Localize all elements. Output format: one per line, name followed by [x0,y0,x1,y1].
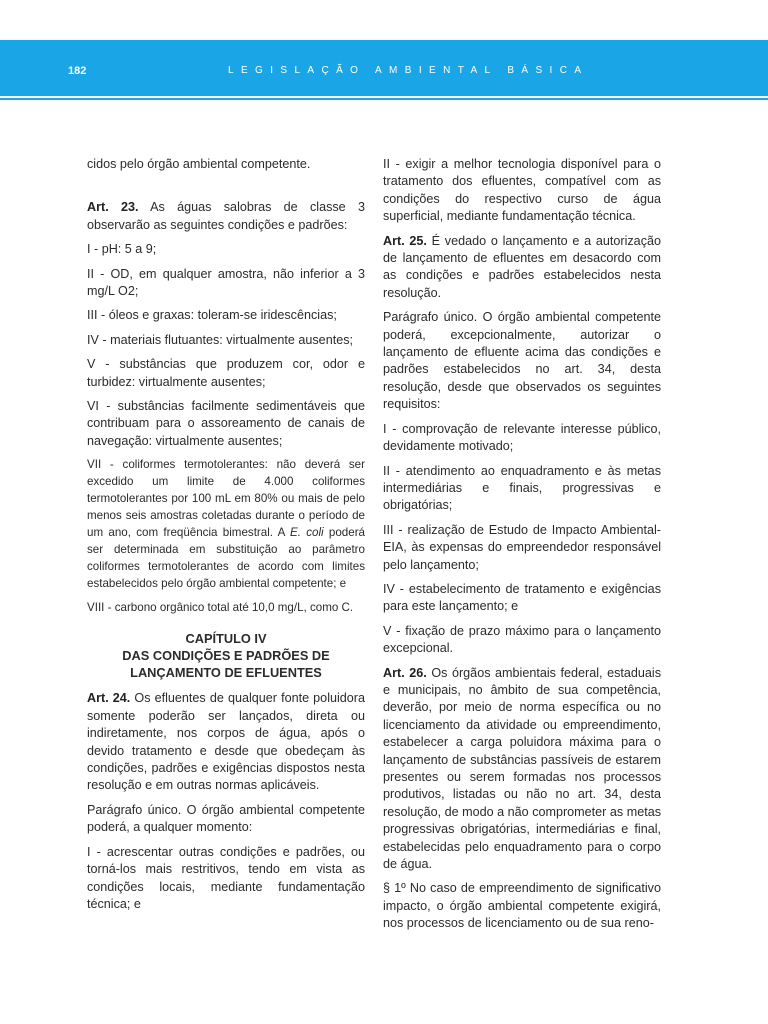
art-24-label: Art. 24. [87,691,131,706]
chapter-title-line-2: LANÇAMENTO DE EFLUENTES [130,665,322,681]
art-25-item-iv: IV - estabelecimento de tratamento e exigências para este lançamento; e [383,581,661,614]
art-25 [383,233,661,303]
art-23-item-v: V - substâncias que produzem cor, odor e turbidez: virtualmente ausentes; [87,357,365,389]
page-number: 182 [68,65,87,77]
chapter-title-line-1: DAS CONDIÇÕES E PADRÕES DE [122,648,330,664]
item-vii-text-end: poderá ser determinada em substituição ao parâmetro coliformes termotolerantes de acordo com limites estabelecidos pelo órgão ambiental competente; e [87,525,366,590]
art-24-text: Os efluentes de qualquer fonte poluidora somente poderão ser lançados, direta ou indiretamente, nos corpos de água, após o devido tratamento e desde que obedeçam às condições, padrões e exigências dispostos nesta resolução e em outras normas aplicáveis. [87,691,365,793]
art-23-item-vii [87,457,365,592]
chapter-number: CAPÍTULO IV [185,631,267,647]
item-vii-text-start: VII - coliformes termotolerantes: não deverá ser excedido um limite de 4.000 coliformes termotolerantes por 100 mL em 80% ou mais de pelo menos seis amostras coletadas durante o período de um ano, com freqüência bimestral. A [87,458,365,539]
art-23-item-i: I - pH: 5 a 9; [87,242,157,257]
intro-text: cidos pelo órgão ambiental competente. [87,157,311,171]
art-25-item-ii: II - atendimento ao enquadramento e às metas intermediárias e finais, progressivas e obrigatórias; [383,463,661,513]
chapter-heading [87,630,365,681]
art-23 [87,199,365,234]
art-25-paragraph: Parágrafo único. O órgão ambiental competente poderá, excepcionalmente, autorizar o lançamento de efluente acima das condições e padrões estabelecidos no art. 34, desta resolução, desde que observados os seguintes requisitos: [383,310,661,412]
art-26-paragraph-1: § 1º No caso de empreendimento de significativo impacto, o órgão ambiental competente exigirá, nos processos de licenciamento ou de sua reno- [383,881,661,931]
art-23-item-viii: VIII - carbono orgânico total até 10,0 mg/L, como C. [87,600,354,614]
header-top-rule [0,96,768,98]
running-title: LEGISLAÇÃO AMBIENTAL BÁSICA [228,65,589,76]
left-column [87,156,365,920]
right-column [383,156,661,940]
header-band [0,40,768,100]
art-26-label: Art. 26. [383,665,427,680]
art-23-item-vi: VI - substâncias facilmente sedimentáveis que contribuam para o assoreamento de canais de navegação: virtualmente ausentes; [87,399,365,448]
art-25-item-i: I - comprovação de relevante interesse público, devidamente motivado; [383,421,661,454]
art-24-paragraph: Parágrafo único. O órgão ambiental competente poderá, a qualquer momento: [87,802,365,835]
art-23-item-iii: III - óleos e graxas: toleram-se iridescências; [87,308,337,323]
art-25-item-iii: III - realização de Estudo de Impacto Ambiental-EIA, às expensas do empreendedor responsável pelo lançamento; [383,522,661,572]
art-24-item-ii: II - exigir a melhor tecnologia disponível para o tratamento dos efluentes, compatível com as condições do respectivo curso de água superficial, mediante fundamentação técnica. [383,157,661,224]
art-23-item-ii: II - OD, em qualquer amostra, não inferior a 3 mg/L O2; [87,266,365,299]
art-26 [383,665,661,874]
art-23-text: As águas salobras de classe 3 observarão as seguintes condições e padrões: [87,200,365,232]
art-25-text: É vedado o lançamento e a autorização de lançamento de efluentes em desacordo com as condições e padrões estabelecidos nesta resolução. [383,233,661,300]
art-23-item-iv: IV - materiais flutuantes: virtualmente ausentes; [87,332,353,347]
art-26-text: Os órgãos ambientais federal, estaduais e municipais, no âmbito de sua competência, deverão, por meio de norma específica ou no licenciamento da atividade ou empreendimento, estabelecer a carga poluidora máxima para o lançamento de substâncias passíveis de estarem presentes ou serem formadas nos processos produtivos, listadas ou não no art. 34, desta resolução, de modo a não comprometer as metas progressivas obrigatórias, intermediárias e final, estabelecidas pelo enquadramento para o corpo de água. [383,665,661,872]
art-25-item-v: V - fixação de prazo máximo para o lançamento excepcional. [383,623,661,656]
art-23-label: Art. 23. [87,200,139,215]
item-vii-italic-term: E. coli [290,525,324,539]
header-bottom-rule [0,124,768,126]
art-25-label: Art. 25. [383,233,427,248]
art-24 [87,690,365,794]
art-24-item-i: I - acrescentar outras condições e padrões, ou torná-los mais restritivos, tendo em vista as condições locais, mediante fundamentação técnica; e [87,844,365,911]
